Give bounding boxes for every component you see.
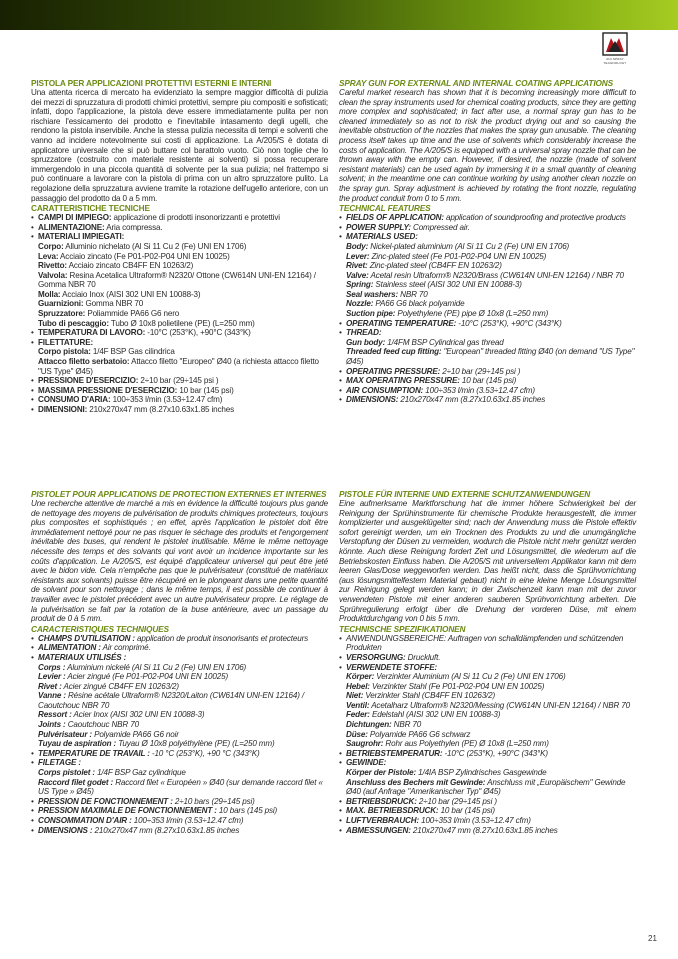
spec-value: Raccord filet « Européen » Ø40 (sur demande raccord filet « US Type » Ø45) <box>38 777 323 797</box>
spec-item <box>339 826 636 836</box>
spec-value: 2÷10 bar (29÷145 psi ) <box>440 366 521 376</box>
spec-item <box>339 271 636 281</box>
spec-key: Spruzzatore: <box>38 309 86 319</box>
spec-key: DIMENSIONI: <box>38 405 88 414</box>
spec-item <box>31 357 328 376</box>
spec-item <box>31 338 328 348</box>
spec-item <box>31 720 328 730</box>
spec-key: Ressort : <box>38 710 72 720</box>
spec-key: MATERIAUX UTILISÉS : <box>38 652 127 662</box>
spec-key: PRESSION MAXIMALE DE FONCTIONNEMENT : <box>38 806 217 816</box>
spec-item <box>339 261 636 271</box>
spec-value: 210x270x47 mm (8.27x10.63x1.85 inches <box>87 405 235 414</box>
brand-logo-text: ANI SPRAY TECHNOLOGY <box>603 57 627 65</box>
spec-item <box>31 672 328 682</box>
spec-item <box>31 252 328 262</box>
spec-list <box>339 213 636 405</box>
spec-value: Acier zingué (Fe P01-P02-P04 UNI EN 10025) <box>65 672 228 682</box>
section-title: PISTOLET POUR APPLICATIONS DE PROTECTION EXTERNES ET INTERNES <box>31 489 327 499</box>
spec-item <box>339 710 636 720</box>
spec-key: Niet: <box>346 691 364 701</box>
spec-item <box>339 720 636 730</box>
spec-value: 210x270x47 mm (8.27x10.63x1.85 inches <box>398 395 546 405</box>
section-paragraph: Une recherche attentive de marché a mis en évidence la difficulté toujours plus gande de nettoyage des moyens de pulvérisation de produits chimiques protecteurs, toujours plus composites et sophistiqués ; en effet, après l'application le pistolet doit être immédiatement nettoyé pour ne pas risquer le séchage des produits et l'engorgement inévitable des buses, qui rendent le pistolet inutilisable. Même le même nettoyage nécessite des temps et des solvants qui vont avoir un incidence importante sur les coûts d'application. Le A/205/S, est équipé d'applicateur universel qui peut être jeté avec le bidon vide. Cela n'empêche pas que le pulvérisateur (constitué de matériaux résistants aux solvants) puisse être récupéré en le plongeant dans une petite quantité de solvant pour son nettoyage ; dans le même temps, il est possible de continuer à travailler avec le pistolet précédent avec un autre pulvérisateur propre. Le réglage de la pulvérisation se fait par la rotation de la buse antérieure, avec un passage du produit de 0 à 5 mm. <box>31 499 328 624</box>
spec-item <box>339 223 636 233</box>
spec-key: Vanne : <box>38 691 66 701</box>
spec-value: 100÷353 l/min (3.53÷12.47 cfm) <box>419 816 531 825</box>
spec-item <box>31 309 328 319</box>
spec-value: 10 bar (145 psi) <box>177 385 234 395</box>
spec-item <box>339 768 636 778</box>
spec-key: Hebel: <box>346 681 370 691</box>
spec-value: Verzinkter Aluminium (Al Si 11 Cu 2 (Fe) UNI EN 1706) <box>374 672 566 682</box>
section-paragraph: Una attenta ricerca di mercato ha evidenziato la sempre maggior difficoltà di pulizia dei mezzi di spruzzatura di prodotti chimici protettivi, sempre piu compositi e sofisticati; infatti, dopo l'applicazione, la pistola deve essere immediatamente pulita per non rischiare l'essicamento dei prodotto e l'inevitabile intasamento degli ugelli, che rendono la pistola inservibile. Anche la stessa pulizia necessita di tempi e solventi che vanno ad incidere notevolmente sui costi di applicazione. La A/205/S è dotata di applicatore universale che si può buttare col barattolo vuoto. Ciò non toglie che lo spruzzatore (costruito con materiale resistente ai solventi) si possa recuperare immergendolo in una piccola quantità di solvente per la sua pulizia; nel frattempo si può continuare a lavorare con la pistola di prima con un altro spruzzatore pulito. La regolazione della spruzzatura avviene tramite la rotazione dell'ugello anteriore, con un passaggio del prodotto da 0 a 5 mm. <box>31 88 328 203</box>
spec-item <box>31 242 328 252</box>
spec-value: Verzinkter Stahl (Fe P01-P02-P04 UNI EN 10025) <box>369 681 545 691</box>
spec-value: Caoutchouc NBR 70 <box>65 720 139 730</box>
spec-key: ALIMENTATION : <box>38 643 101 653</box>
spec-item <box>31 758 328 768</box>
spec-key: Rivet: <box>346 261 368 271</box>
spec-key: MATERIALI IMPIEGATI: <box>38 232 125 242</box>
spec-key: FILETAGE : <box>38 758 81 768</box>
spec-key: Anschluss des Bechers mit Gewinde: <box>346 777 486 787</box>
spec-value: 1/4IA BSP Zylindrisches Gasgewinde <box>416 768 547 778</box>
spec-item <box>339 663 636 673</box>
spec-item <box>339 376 636 386</box>
spec-key: Nozzle: <box>346 299 374 309</box>
spec-value: Rohr aus Polyethylen (PE) Ø 10x8 (L=250 mm) <box>383 739 549 749</box>
spec-key: Seal washers: <box>346 289 399 299</box>
spec-key: Molla: <box>38 289 61 299</box>
spec-item <box>339 395 636 405</box>
section-title: PISTOLA PER APPLICAZIONI PROTETTIVI ESTERNI E INTERNI <box>31 78 272 88</box>
spec-list <box>31 213 328 414</box>
spec-key: Spring: <box>346 280 374 290</box>
spec-value: Résine acétale Ultraform® N2320/Laiton (CW614N UNI-EN 12164) / Caoutchouc NBR 70 <box>38 691 304 710</box>
spec-value: Attacco filetto "Europeo" Ø40 (a richiesta attacco filetto "US Type" Ø45) <box>38 357 319 376</box>
spec-value: Tubo Ø 10x8 polietilene (PE) (L=250 mm) <box>108 318 255 328</box>
spec-key: POWER SUPPLY: <box>346 222 411 232</box>
spec-value: Polyamide PA66 G6 noir <box>91 729 179 739</box>
brand-logo-icon <box>602 32 628 56</box>
spec-value: Air comprimé. <box>100 643 151 653</box>
spec-list <box>339 634 636 835</box>
spec-item <box>339 653 636 663</box>
spec-value: Alluminio nichelato (Al Si 11 Cu 2 (Fe) UNI EN 1706) <box>63 241 247 251</box>
spec-item <box>339 682 636 692</box>
section-french <box>31 489 328 835</box>
spec-value: 10 bar (145 psi) <box>459 376 517 386</box>
spec-item <box>31 663 328 673</box>
spec-key: BETRIEBSTEMPERATUR: <box>346 748 443 758</box>
spec-title: CARACTERISTIQUES TECHNIQUES <box>31 623 169 634</box>
section-title: SPRAY GUN FOR EXTERNAL AND INTERNAL COATING APPLICATIONS <box>339 78 614 88</box>
spec-key: Ventil: <box>346 700 370 710</box>
spec-item <box>31 826 328 836</box>
spec-item <box>339 386 636 396</box>
spec-item <box>31 778 328 797</box>
spec-key: THREAD: <box>346 328 382 338</box>
spec-value: -10 °C (253°K), +90 °C (343°K) <box>149 748 260 758</box>
spec-key: Levier : <box>38 672 66 682</box>
spec-item <box>339 319 636 329</box>
spec-value: Resina Acetalica Ultraform® N2320/ Ottone (CW614N UNI-EN 12164) / Gomma NBR 70 <box>38 270 316 290</box>
spec-value: Acciaio Inox (AISI 302 UNI EN 10088-3) <box>60 289 201 299</box>
spec-value: Acetalharz Ultraform® N2320/Messing (CW614N UNI-EN 12164) / NBR 70 <box>369 700 630 710</box>
spec-title: TECHNISCHE SPEZIFIKATIONEN <box>339 623 466 634</box>
spec-value: application de produit insonorisants et protecteurs <box>134 633 309 643</box>
spec-item <box>31 730 328 740</box>
spec-key: Guarnizioni: <box>38 299 84 309</box>
spec-key: OPERATING PRESSURE: <box>346 366 441 376</box>
spec-item <box>339 806 636 816</box>
spec-value: NBR 70 <box>391 720 422 730</box>
spec-item <box>31 290 328 300</box>
spec-item <box>31 376 328 386</box>
spec-key: Body: <box>346 241 369 251</box>
spec-key: Attacco filetto serbatoio: <box>38 357 130 367</box>
spec-item <box>31 682 328 692</box>
spec-key: Raccord filet godet : <box>38 777 114 787</box>
spec-key: DIMENSIONS : <box>38 825 93 835</box>
spec-key: AIR CONSUMPTION: <box>346 385 424 395</box>
spec-key: Tubo di pescaggio: <box>38 318 109 328</box>
spec-value: Acciaio zincato CB4FF EN 10263/2) <box>66 261 194 271</box>
spec-key: TEMPERATURE DE TRAVAIL : <box>38 748 150 758</box>
section-paragraph: Careful market research has shown that it is becoming increasingly more difficult to clean the spray instruments used for chemical coating products, since they are getting more complex and sophisticated; in fact after use, a normal spray gun has to be cleaned immediately so as not to risk the product drying out and so causing the inevitable obstruction of the nozzles that makes the spray gun unusable. The cleaning process itself takes up time and the use of solvents which considerably increase the costs of application. The A/205/S is equipped with a universal spray nozzle that can be thrown away with the empty can. However, if desired, the nozzle (made of solvent resistant materials) can be used again by immersing it in a small quantity of cleaning solvent; in the meantime one can continue working by using another clean nozzle on the spray gun. Spray adjustment is achieved by rotating the front nozzle, regulating the product conduit from 0 to 5 mm. <box>339 88 636 203</box>
spec-item <box>31 710 328 720</box>
spec-value: 2÷10 bar (29÷145 psi ) <box>138 376 219 386</box>
spec-item <box>339 338 636 348</box>
spec-key: DIMENSIONS: <box>346 395 399 405</box>
spec-item <box>31 261 328 271</box>
spec-item <box>31 768 328 778</box>
spec-item <box>339 232 636 242</box>
spec-key: LUFTVERBRAUCH: <box>346 816 419 825</box>
spec-key: Pulvérisateur : <box>38 729 92 739</box>
spec-value: 10 bars (145 psi) <box>216 806 278 816</box>
spec-key: PRESSION DE FONCTIONNEMENT : <box>38 796 173 806</box>
spec-value: Polyamide PA66 G6 schwarz <box>367 729 471 739</box>
spec-key: PRESSIONE D'ESERCIZIO: <box>38 376 139 386</box>
spec-value: Zinc-plated steel (Fe P01-P02-P04 UNI EN 10025) <box>369 251 547 261</box>
spec-key: FIELDS OF APPLICATION: <box>346 213 444 223</box>
spec-item <box>31 797 328 807</box>
section-paragraph: Eine aufmerksame Marktforschung hat die immer höhere Schwierigkeit bei der Reinigung der Sprühinstrumente für chemische Produkte herausgestellt, die immer komplizierter und ausgeklügelter sind; nach der Anwendung muss die Pistole effektiv sofort gereinigt werden, um ein Trocknen des Produkts zu und die unumgängliche Verstopfung der Düsen zu vermeiden, wodurch die Pistole nicht mehr genützt werden könnte. Auch diese Reinigung fordert Zeit und Lösungsmittel, die wiederum auf die Betriebskosten Einfluss haben. Die A/205/S mit universellem Applikator kann mit dem leeren Glas/Dose weggeworfen werden. Das heißt nicht, dass die Sprühvorrichtung (aus lösungsmittelfestem Material gebaut) nicht in eine kleine Menge Lösungsmittel zur Reinigung gelegt werden kann; in der Zwischenzeit kann man mit der zuvor verwendeten Pistole mit einer anderen sauberen Sprühvorrichtung arbeiten. Die Sprühregulierung erfolgt über die Drehung der vorderen Düse, mit einem Produktdurchgang von 0 bis 5 mm. <box>339 499 636 624</box>
spec-item <box>339 797 636 807</box>
spec-value: Stainless steel (AISI 302 UNI EN 10088-3) <box>373 280 522 290</box>
spec-key: Corpo pistola: <box>38 347 91 357</box>
spec-key: Lever: <box>346 251 370 261</box>
spec-key: Saugrohr: <box>346 739 384 749</box>
spec-key: Corps pistolet : <box>38 768 95 778</box>
spec-key: Valvola: <box>38 270 68 280</box>
spec-value: Acciaio zincato (Fe P01-P02-P04 UNI EN 10025) <box>58 251 230 261</box>
header-bar <box>0 0 678 30</box>
spec-key: Joints : <box>38 720 66 730</box>
spec-value: Nickel-plated aluminium (Al Si 11 Cu 2 (Fe) UNI EN 1706) <box>368 241 570 251</box>
spec-item <box>339 252 636 262</box>
spec-value: -10°C (253°K), +90°C (343°K) <box>442 748 548 758</box>
spec-item <box>339 280 636 290</box>
spec-key: Rivetto: <box>38 261 67 271</box>
spec-key: VERSORGUNG: <box>346 652 406 662</box>
spec-key: FILETTATURE: <box>38 337 93 347</box>
spec-key: Tuyau de aspiration : <box>38 739 117 749</box>
spec-item <box>339 367 636 377</box>
spec-item <box>339 309 636 319</box>
spec-item <box>339 634 636 653</box>
spec-value: 100÷353 l/min (3.53÷12.47 cfm) <box>423 385 535 395</box>
spec-item <box>339 242 636 252</box>
spec-key: CAMPI DI IMPIEGO: <box>38 213 112 223</box>
section-title: PISTOLE FÜR INTERNE UND EXTERNE SCHUTZANWENDUNGEN <box>339 489 591 499</box>
spec-key: CONSOMMATION D'AIR : <box>38 816 132 825</box>
spec-value: Acier Inox (AISI 302 UNI EN 10088-3) <box>71 710 205 720</box>
spec-key: GEWINDE: <box>346 758 387 768</box>
spec-key: Rivet : <box>38 681 62 691</box>
spec-key: MAX. BETRIEBSDRUCK: <box>346 806 439 816</box>
spec-item <box>31 806 328 816</box>
spec-key: CHAMPS D'UTILISATION : <box>38 633 135 643</box>
spec-item <box>31 386 328 396</box>
spec-key: Suction pipe: <box>346 309 396 319</box>
spec-key: MAX OPERATING PRESSURE: <box>346 376 460 386</box>
spec-item <box>339 347 636 366</box>
spec-key: TEMPERATURA DI LAVORO: <box>38 328 146 338</box>
spec-item <box>339 730 636 740</box>
spec-value: 100÷353 l/min (3.53÷12.47 cfm) <box>131 816 244 825</box>
spec-key: CONSUMO D'ARIA: <box>38 395 111 405</box>
spec-key: Dichtungen: <box>346 720 392 730</box>
spec-item <box>31 319 328 329</box>
spec-value: 1/4FM BSP Cylindrical gas thread <box>385 337 504 347</box>
spec-value: Aria compressa. <box>104 222 163 232</box>
spec-value: application of soundproofing and protective products <box>443 213 626 223</box>
spec-value: Edelstahl (AISI 302 UNI EN 10088-3) <box>369 710 501 720</box>
spec-item <box>339 758 636 768</box>
spec-item <box>339 701 636 711</box>
spec-key: Valve: <box>346 270 369 280</box>
spec-value: Verzinkter Stahl (CB4FF EN 10263/2) <box>363 691 496 701</box>
spec-item <box>339 213 636 223</box>
spec-item <box>339 328 636 338</box>
spec-value: Aluminium nickelé (Al Si 11 Cu 2 (Fe) UNI EN 1706) <box>65 662 247 672</box>
spec-item <box>31 691 328 710</box>
spec-item <box>339 778 636 797</box>
section-german <box>339 489 636 835</box>
spec-item <box>31 271 328 290</box>
spec-value: Zinc-plated steel (CB4FF EN 10263/2) <box>367 261 502 271</box>
spec-value: 1/4F BSP Gas cilindrica <box>90 347 175 357</box>
spec-item <box>339 739 636 749</box>
spec-value: Druckluft. <box>405 652 441 662</box>
spec-key: ABMESSUNGEN: <box>346 825 411 835</box>
spec-item <box>31 739 328 749</box>
section-english <box>339 78 636 405</box>
spec-item <box>339 290 636 300</box>
spec-item <box>31 749 328 759</box>
spec-value: 210x270x47 mm (8.27x10.63x1.85 inches <box>410 825 558 835</box>
spec-item <box>31 395 328 405</box>
spec-value: 2÷10 bar (29÷145 psi ) <box>416 796 497 806</box>
spec-title: TECHNICAL FEATURES <box>339 203 431 214</box>
page-number: 21 <box>648 934 657 943</box>
spec-item <box>31 223 328 233</box>
spec-value: Tuyau Ø 10x8 polyéthylène (PE) (L=250 mm) <box>116 739 275 749</box>
spec-key: BETRIEBSDRUCK: <box>346 796 417 806</box>
spec-value: PA66 G6 black polyamide <box>373 299 465 309</box>
spec-key: Corps : <box>38 662 66 672</box>
spec-value: -10°C (253°K), +90°C (343°K) <box>456 318 562 328</box>
spec-value: Compressed air. <box>410 222 470 232</box>
spec-value: Acetal resin Ultraform® N2320/Brass (CW614N UNI-EN 12164) / NBR 70 <box>368 270 624 280</box>
spec-item <box>31 232 328 242</box>
spec-key: Gun body: <box>346 337 386 347</box>
spec-value: 10 bar (145 psi) <box>438 806 495 816</box>
spec-item <box>31 643 328 653</box>
spec-value: "European" threaded fitting Ø40 (on demand "US Type" Ø45) <box>346 347 635 367</box>
spec-key: VERWENDETE STOFFE: <box>346 662 437 672</box>
spec-value: Gomma NBR 70 <box>83 299 144 309</box>
spec-value: ANWENDUNGSBEREICHE: Auftragen von schalldämpfenden und schützenden Produkten <box>346 633 624 653</box>
spec-value: applicazione di prodotti insonorizzanti e protettivi <box>111 213 280 223</box>
spec-item <box>31 634 328 644</box>
spec-value: NBR 70 <box>398 289 428 299</box>
spec-item <box>31 347 328 357</box>
spec-key: Leva: <box>38 251 59 261</box>
spec-item <box>31 405 328 415</box>
spec-key: ALIMENTAZIONE: <box>38 222 105 232</box>
spec-value: Poliammide PA66 G6 nero <box>85 309 180 319</box>
spec-key: Körper der Pistole: <box>346 768 417 778</box>
spec-title: CARATTERISTICHE TECNICHE <box>31 203 150 214</box>
spec-value: 100÷353 l/min (3.53÷12.47 cfm) <box>110 395 223 405</box>
spec-key: Düse: <box>346 729 368 739</box>
spec-item <box>339 299 636 309</box>
spec-item <box>31 816 328 826</box>
section-italian <box>31 78 328 415</box>
spec-item <box>339 749 636 759</box>
spec-key: Threaded feed cup fitting: <box>346 347 442 357</box>
spec-item <box>31 213 328 223</box>
spec-value: Polyethylene (PE) pipe Ø 10x8 (L=250 mm) <box>395 309 549 319</box>
spec-value: Acier zingué CB4FF EN 10263/2) <box>61 681 179 691</box>
spec-key: Feder: <box>346 710 370 720</box>
spec-key: MATERIALS USED: <box>346 232 418 242</box>
spec-list <box>31 634 328 835</box>
spec-item <box>339 816 636 826</box>
spec-key: Körper: <box>346 672 375 682</box>
spec-item <box>31 299 328 309</box>
spec-item <box>31 653 328 663</box>
spec-key: OPERATING TEMPERATURE: <box>346 318 457 328</box>
spec-item <box>31 328 328 338</box>
spec-key: MASSIMA PRESSIONE D'ESERCIZIO: <box>38 385 178 395</box>
spec-value: Anschluss mit „Europäischem" Gewinde Ø40 (auf Anfrage "Amerikanischer Typ" Ø45) <box>346 777 626 797</box>
spec-item <box>339 672 636 682</box>
spec-value: 1/4F BSP Gaz cylindrique <box>94 768 186 778</box>
spec-item <box>339 691 636 701</box>
spec-value: 210x270x47 mm (8.27x10.63x1.85 inches <box>92 825 240 835</box>
spec-value: 2÷10 bars (29÷145 psi) <box>172 796 255 806</box>
spec-key: Corpo: <box>38 241 64 251</box>
spec-value: -10°C (253°K), +90°C (343°K) <box>145 328 251 338</box>
